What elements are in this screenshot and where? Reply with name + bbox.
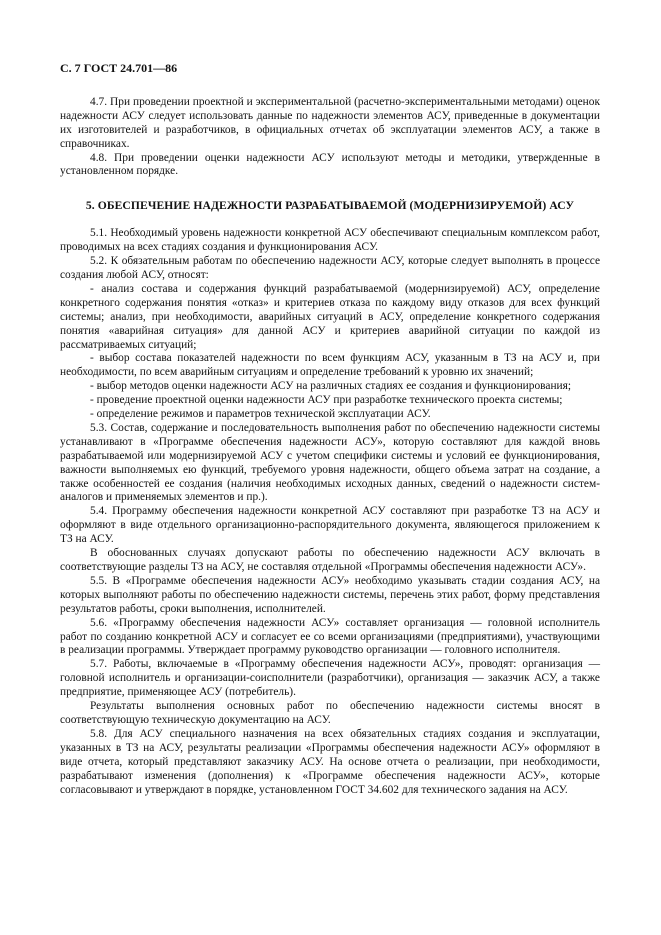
paragraph-5-1: 5.1. Необходимый уровень надежности конкретной АСУ обеспечивают специальным комплексом работ, проводимых на всех стадиях создания и функционирования АСУ. [60, 227, 600, 254]
paragraph-4-8: 4.8. При проведении оценки надежности АСУ используют методы и методики, утвержденные в установленном порядке. [60, 151, 600, 178]
list-item: - анализ состава и содержания функций разрабатываемой (модернизируемой) АСУ, определение конкретного содержания понятия «отказ» и критериев отказа по каждому виду отказов для всех функций системы; анализ, при необходимости, аварийных ситуаций в АСУ, определение конкретного содержания понятия «аварийная ситуация» для данной АСУ и критериев аварийной ситуации по каждой из рассматриваемых ситуаций; [60, 282, 600, 351]
paragraph-4-7: 4.7. При проведении проектной и экспериментальной (расчетно-экспериментальными методами) оценок надежности АСУ следует использовать данные по надежности элементов АСУ, приведенные в документации их изготовителей и разработчиков, в официальных отчетах об эксплуатации элементов АСУ, а также в справочниках. [60, 95, 600, 150]
list-item: - выбор состава показателей надежности по всем функциям АСУ, указанным в ТЗ на АСУ и, при необходимости, по всем аварийным ситуациям и определение требований к уровню их значений; [60, 352, 600, 379]
paragraph-5-4: 5.4. Программу обеспечения надежности конкретной АСУ составляют при разработке ТЗ на АСУ и оформляют в виде отдельного организационно-распорядительного документа, являющегося приложением к ТЗ на АСУ. [60, 505, 600, 546]
paragraph-5-7: 5.7. Работы, включаемые в «Программу обеспечения надежности АСУ», проводят: организация — головной исполнитель и организации-соисполнители (разработчики), организация — заказчик АСУ, а также предприятие, применяющее АСУ (потребитель). [60, 658, 600, 699]
section-title: 5. ОБЕСПЕЧЕНИЕ НАДЕЖНОСТИ РАЗРАБАТЫВАЕМОЙ (МОДЕРНИЗИРУЕМОЙ) АСУ [85, 199, 575, 213]
list-item: - определение режимов и параметров технической эксплуатации АСУ. [90, 408, 431, 421]
paragraph-5-4-note: В обоснованных случаях допускают работы по обеспечению надежности АСУ включать в соответствующие разделы ТЗ на АСУ, не составляя отдельной «Программы обеспечения надежности АСУ». [60, 547, 600, 573]
paragraph-5-2: 5.2. К обязательным работам по обеспечению надежности АСУ, которые следует выполнять в процессе создания любой АСУ, относят: [60, 255, 600, 281]
list-item: - выбор методов оценки надежности АСУ на различных стадиях ее создания и функционирования; [90, 380, 572, 393]
paragraph-5-7-results: Результаты выполнения основных работ по обеспечению надежности системы вносят в соответствующую техническую документацию на АСУ. [60, 700, 600, 726]
paragraph-5-6: 5.6. «Программу обеспечения надежности АСУ» составляет организация — головной исполнитель работ по созданию конкретной АСУ и согласует ее со всеми организациями (предприятиями), участвующими в реализации программы. Утверждает программу руководство организации — головного исполнителя. [60, 616, 600, 657]
paragraph-5-3: 5.3. Состав, содержание и последовательность выполнения работ по обеспечению надежности системы устанавливают в «Программе обеспечения надежности АСУ», которую составляют для каждой вновь разрабатываемой или модернизируемой АСУ с учетом специфики системы и условий ее функционирования, важности выполняемых ею функций, требуемого уровня надежности, общего объема затрат на создание, а также особенностей ее создания (наличия необходимых исходных данных, сведений о надежности систем-аналогов и применяемых элементов и пр.). [60, 421, 600, 504]
document-page [60, 62, 600, 797]
page-header: С. 7 ГОСТ 24.701—86 [60, 61, 178, 75]
paragraph-5-5: 5.5. В «Программе обеспечения надежности АСУ» необходимо указывать стадии создания АСУ, на которых выполняют работы по обеспечению надежности системы, перечень этих работ, форму представления результатов работы, сроки выполнения, исполнителей. [60, 574, 600, 615]
paragraph-5-8: 5.8. Для АСУ специального назначения на всех обязательных стадиях создания и эксплуатации, указанных в ТЗ на АСУ, результаты реализации «Программы обеспечения надежности АСУ» оформляют в виде отчета, который представляют заказчику АСУ. На основе отчета о реализации, при необходимости, разрабатывают изменения (дополнения) к «Программе обеспечения надежности АСУ», которые согласовывают и утверждают в порядке, установленном ГОСТ 34.602 для технического задания на АСУ. [60, 727, 600, 796]
list-item: - проведение проектной оценки надежности АСУ при разработке технического проекта системы; [90, 394, 563, 407]
